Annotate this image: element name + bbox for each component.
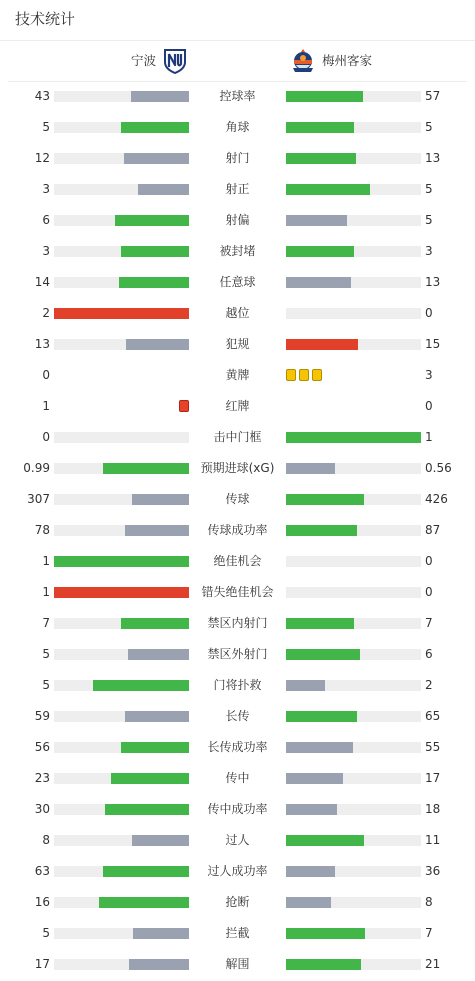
stat-label: 传中	[225, 771, 250, 785]
away-bar-track	[286, 897, 421, 908]
away-bar-fill	[286, 649, 360, 660]
stat-row	[0, 701, 475, 732]
away-bar-track	[286, 773, 421, 784]
stat-label: 过人	[225, 833, 250, 847]
home-value: 0	[42, 430, 50, 444]
stat-label: 过人成功率	[207, 864, 268, 878]
home-bar-track	[54, 587, 189, 598]
home-bar-fill	[126, 339, 189, 350]
away-bar-track	[286, 866, 421, 877]
stat-row	[0, 174, 475, 205]
away-value: 0	[425, 585, 433, 599]
away-value: 1	[425, 430, 433, 444]
home-bar-fill	[99, 897, 189, 908]
home-bar-track	[54, 866, 189, 877]
section-title: 技术统计	[15, 10, 76, 28]
away-bar-track	[286, 215, 421, 226]
home-value: 6	[42, 213, 50, 227]
stat-row	[0, 298, 475, 329]
away-bar-track	[286, 308, 421, 319]
stat-label: 抢断	[225, 895, 250, 909]
team-header	[0, 44, 475, 78]
red-card-icon	[179, 400, 189, 412]
away-bar-fill	[286, 618, 354, 629]
away-value: 3	[425, 244, 433, 258]
away-bar-track	[286, 711, 421, 722]
stat-row	[0, 453, 475, 484]
home-value: 3	[42, 182, 50, 196]
home-value: 5	[42, 647, 50, 661]
away-bar-fill	[286, 184, 370, 195]
away-bar-fill	[286, 494, 364, 505]
away-bar-track	[286, 556, 421, 567]
stats-list	[0, 81, 475, 980]
home-bar-fill	[121, 246, 189, 257]
home-value: 14	[34, 275, 50, 289]
stat-row	[0, 267, 475, 298]
home-bar-fill	[103, 463, 189, 474]
stat-label: 解围	[225, 957, 250, 971]
divider	[0, 40, 475, 41]
away-value: 3	[425, 368, 433, 382]
stat-label: 传球成功率	[207, 523, 268, 537]
stat-label: 射门	[225, 151, 250, 165]
home-bar-fill	[133, 928, 189, 939]
stat-label: 击中门框	[213, 430, 262, 444]
stat-label: 门将扑救	[213, 678, 262, 692]
home-value: 16	[34, 895, 50, 909]
stat-row	[0, 794, 475, 825]
away-bar-track	[286, 928, 421, 939]
home-value: 63	[34, 864, 50, 878]
away-value: 6	[425, 647, 433, 661]
home-bar-track	[54, 246, 189, 257]
home-bar-track	[54, 91, 189, 102]
away-cards	[286, 400, 421, 413]
stat-label: 错失绝佳机会	[201, 585, 274, 599]
away-bar-fill	[286, 680, 325, 691]
home-bar-track	[54, 711, 189, 722]
home-value: 43	[34, 89, 50, 103]
home-value: 1	[42, 399, 50, 413]
away-value: 0	[425, 306, 433, 320]
stat-row	[0, 205, 475, 236]
stat-label: 角球	[225, 120, 250, 134]
home-bar-fill	[138, 184, 189, 195]
away-value: 2	[425, 678, 433, 692]
home-bar-track	[54, 153, 189, 164]
away-value: 11	[425, 833, 441, 847]
home-bar-track	[54, 556, 189, 567]
stat-label: 射正	[225, 182, 250, 196]
away-value: 17	[425, 771, 441, 785]
home-bar-track	[54, 122, 189, 133]
home-team[interactable]	[131, 48, 188, 74]
home-cards	[54, 369, 189, 382]
stat-row	[0, 608, 475, 639]
home-bar-fill	[124, 153, 189, 164]
home-bar-fill	[105, 804, 189, 815]
away-bar-fill	[286, 711, 357, 722]
home-bar-fill	[54, 587, 189, 598]
home-bar-track	[54, 897, 189, 908]
home-bar-fill	[125, 525, 189, 536]
stat-row	[0, 856, 475, 887]
home-bar-track	[54, 742, 189, 753]
stat-row	[0, 484, 475, 515]
home-value: 59	[34, 709, 50, 723]
away-bar-fill	[286, 525, 357, 536]
home-value: 30	[34, 802, 50, 816]
home-bar-fill	[115, 215, 189, 226]
stat-row	[0, 887, 475, 918]
yellow-card-icon	[299, 369, 309, 381]
away-bar-track	[286, 680, 421, 691]
stat-row	[0, 143, 475, 174]
stat-label: 射偏	[225, 213, 250, 227]
away-value: 36	[425, 864, 441, 878]
away-bar-fill	[286, 339, 358, 350]
meizhou-hakka-club-logo-icon	[290, 48, 316, 74]
home-bar-track	[54, 525, 189, 536]
away-value: 87	[425, 523, 441, 537]
home-value: 56	[34, 740, 50, 754]
stat-row	[0, 329, 475, 360]
home-value: 1	[42, 554, 50, 568]
away-bar-track	[286, 959, 421, 970]
away-value: 13	[425, 275, 441, 289]
stat-label: 红牌	[225, 399, 250, 413]
away-value: 5	[425, 120, 433, 134]
away-bar-track	[286, 494, 421, 505]
home-bar-fill	[121, 122, 189, 133]
away-bar-fill	[286, 91, 363, 102]
home-bar-track	[54, 339, 189, 350]
home-value: 2	[42, 306, 50, 320]
away-bar-track	[286, 463, 421, 474]
home-value: 5	[42, 678, 50, 692]
away-bar-fill	[286, 432, 421, 443]
home-cards	[54, 400, 189, 413]
away-bar-fill	[286, 959, 361, 970]
away-bar-track	[286, 184, 421, 195]
home-bar-track	[54, 928, 189, 939]
away-bar-track	[286, 246, 421, 257]
away-value: 5	[425, 213, 433, 227]
home-value: 5	[42, 120, 50, 134]
home-bar-fill	[121, 618, 189, 629]
home-bar-track	[54, 277, 189, 288]
home-bar-fill	[54, 556, 189, 567]
stat-label: 绝佳机会	[213, 554, 262, 568]
away-bar-track	[286, 649, 421, 660]
home-bar-track	[54, 463, 189, 474]
away-bar-fill	[286, 215, 347, 226]
away-bar-fill	[286, 928, 365, 939]
home-value: 8	[42, 833, 50, 847]
away-bar-track	[286, 618, 421, 629]
stat-label: 预期进球(xG)	[200, 461, 275, 475]
home-value: 5	[42, 926, 50, 940]
stat-row	[0, 763, 475, 794]
home-bar-fill	[111, 773, 189, 784]
home-value: 0	[42, 368, 50, 382]
away-bar-fill	[286, 122, 354, 133]
away-value: 65	[425, 709, 441, 723]
home-team-name: 宁波	[130, 53, 156, 68]
home-value: 307	[27, 492, 50, 506]
home-bar-track	[54, 804, 189, 815]
home-bar-track	[54, 432, 189, 443]
away-bar-fill	[286, 742, 353, 753]
stat-row	[0, 515, 475, 546]
home-value: 7	[42, 616, 50, 630]
stat-label: 控球率	[219, 89, 256, 103]
away-bar-fill	[286, 463, 335, 474]
away-value: 0.56	[425, 461, 452, 475]
stat-label: 禁区内射门	[207, 616, 268, 630]
away-bar-track	[286, 339, 421, 350]
away-bar-track	[286, 277, 421, 288]
home-bar-fill	[132, 494, 189, 505]
away-value: 7	[425, 926, 433, 940]
home-bar-fill	[125, 711, 189, 722]
away-value: 15	[425, 337, 441, 351]
away-team[interactable]	[290, 48, 372, 74]
home-value: 1	[42, 585, 50, 599]
away-bar-fill	[286, 835, 364, 846]
stat-row	[0, 422, 475, 453]
stat-label: 传中成功率	[207, 802, 268, 816]
stat-row	[0, 391, 475, 422]
home-value: 13	[34, 337, 50, 351]
away-value: 5	[425, 182, 433, 196]
yellow-card-icon	[286, 369, 296, 381]
away-bar-track	[286, 153, 421, 164]
away-bar-fill	[286, 773, 343, 784]
away-bar-track	[286, 835, 421, 846]
away-bar-fill	[286, 804, 337, 815]
home-bar-fill	[129, 959, 189, 970]
stat-row	[0, 949, 475, 980]
away-bar-fill	[286, 897, 331, 908]
away-bar-track	[286, 587, 421, 598]
away-value: 8	[425, 895, 433, 909]
stat-row	[0, 825, 475, 856]
home-value: 23	[34, 771, 50, 785]
home-bar-track	[54, 494, 189, 505]
away-value: 0	[425, 554, 433, 568]
away-value: 21	[425, 957, 441, 971]
home-bar-fill	[128, 649, 189, 660]
away-bar-fill	[286, 246, 354, 257]
away-bar-fill	[286, 277, 351, 288]
home-value: 0.99	[23, 461, 50, 475]
home-bar-fill	[54, 308, 189, 319]
stat-label: 长传成功率	[207, 740, 268, 754]
home-bar-fill	[103, 866, 189, 877]
home-bar-fill	[131, 91, 189, 102]
stat-label: 禁区外射门	[207, 647, 268, 661]
away-value: 0	[425, 399, 433, 413]
away-value: 57	[425, 89, 441, 103]
away-value: 426	[425, 492, 448, 506]
stat-label: 传球	[225, 492, 250, 506]
stat-row	[0, 81, 475, 112]
home-bar-track	[54, 184, 189, 195]
stat-label: 任意球	[219, 275, 256, 289]
away-value: 13	[425, 151, 441, 165]
home-value: 12	[34, 151, 50, 165]
yellow-card-icon	[312, 369, 322, 381]
home-value: 3	[42, 244, 50, 258]
away-bar-track	[286, 804, 421, 815]
stat-row	[0, 918, 475, 949]
away-bar-track	[286, 525, 421, 536]
home-bar-track	[54, 215, 189, 226]
stat-label: 被封堵	[219, 244, 256, 258]
stat-row	[0, 639, 475, 670]
stat-row	[0, 112, 475, 143]
home-value: 78	[34, 523, 50, 537]
stat-row	[0, 360, 475, 391]
away-value: 55	[425, 740, 441, 754]
stat-label: 黄牌	[225, 368, 250, 382]
away-bar-track	[286, 432, 421, 443]
home-bar-track	[54, 959, 189, 970]
away-bar-fill	[286, 866, 335, 877]
stat-row	[0, 670, 475, 701]
stat-label: 越位	[225, 306, 250, 320]
home-bar-track	[54, 308, 189, 319]
home-bar-track	[54, 835, 189, 846]
ningbo-club-logo-icon	[162, 48, 188, 74]
away-value: 18	[425, 802, 441, 816]
home-bar-fill	[132, 835, 189, 846]
away-bar-track	[286, 742, 421, 753]
stat-row	[0, 577, 475, 608]
home-bar-fill	[93, 680, 189, 691]
home-bar-fill	[119, 277, 189, 288]
home-value: 17	[34, 957, 50, 971]
away-bar-track	[286, 91, 421, 102]
home-bar-track	[54, 618, 189, 629]
stat-row	[0, 732, 475, 763]
away-bar-track	[286, 122, 421, 133]
stat-label: 长传	[225, 709, 250, 723]
home-bar-fill	[121, 742, 189, 753]
home-bar-track	[54, 649, 189, 660]
away-bar-fill	[286, 153, 356, 164]
stat-label: 拦截	[225, 926, 250, 940]
stat-row	[0, 236, 475, 267]
away-cards	[286, 369, 421, 382]
home-bar-track	[54, 773, 189, 784]
away-team-name: 梅州客家	[322, 53, 373, 68]
stat-row	[0, 546, 475, 577]
stat-label: 犯规	[225, 337, 250, 351]
away-value: 7	[425, 616, 433, 630]
home-bar-track	[54, 680, 189, 691]
